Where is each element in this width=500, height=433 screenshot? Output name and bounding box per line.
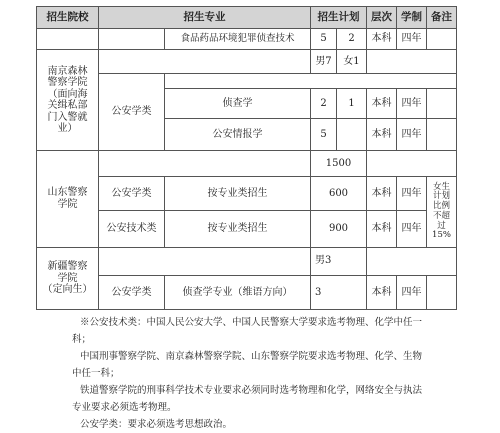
duration-cell: 四年 (397, 89, 427, 119)
plan-cell: 600 (311, 176, 367, 210)
male-plan-cell: 男7 (311, 50, 337, 74)
header-plan: 招生计划 (311, 7, 367, 29)
merged-blank-cell (99, 247, 311, 275)
merged-blank-cell (99, 151, 311, 177)
category-cell: 公安学类 (99, 275, 165, 309)
spacer-row (37, 74, 457, 89)
notes-section (72, 314, 470, 433)
note-line: 中任一科； (72, 368, 120, 379)
table-row (37, 275, 457, 309)
male-plan-cell: 男3 (311, 247, 367, 275)
category-cell: 公安学类 (99, 176, 165, 210)
plan-cell: 1 (337, 89, 367, 119)
category-cell-empty (99, 29, 165, 50)
note-line: 公安学类：要求必须选考思想政治。 (80, 419, 233, 430)
total-plan-cell: 1500 (311, 151, 367, 177)
category-cell: 公安学类 (99, 74, 165, 151)
remarks-cell (427, 119, 457, 151)
school-cell-shandong: 山东警察 学院 (37, 151, 99, 248)
level-cell: 本科 (367, 211, 397, 247)
major-cell: 按专业类招生 (165, 176, 311, 210)
table-row (37, 50, 457, 74)
plan-cell: 2 (311, 89, 337, 119)
note-line: 铁道警察学院的刑事科学技术专业要求必须同时选考物理和化学，网络安全与执法 (80, 385, 423, 396)
major-cell: 按专业类招生 (165, 211, 311, 247)
header-level: 层次 (367, 7, 397, 29)
plan-cell (337, 119, 367, 151)
duration-cell: 四年 (397, 211, 427, 247)
header-school: 招生院校 (37, 7, 99, 29)
major-cell: 侦查学 (165, 89, 311, 119)
duration-cell: 四年 (397, 176, 427, 210)
major-cell: 食品药品环境犯罪侦查技术 (165, 29, 311, 50)
table-row (37, 247, 457, 275)
note-line: 科； (72, 334, 92, 345)
female-plan-cell: 女1 (337, 50, 367, 74)
plan-cell: 2 (337, 29, 367, 50)
remarks-cell (427, 29, 457, 50)
level-cell: 本科 (367, 176, 397, 210)
school-cell-nanjing: 南京森林 警察学院 （面向海 关缉私部 门入警就 业） (37, 50, 99, 151)
note-line: ※公安技术类：中国人民公安大学、中国人民警察大学要求选考物理、化学中任一 (80, 317, 423, 328)
table-row (37, 151, 457, 177)
note-line: 专业要求必须选考物理。 (72, 402, 177, 413)
major-cell: 侦查学专业（维语方向） (165, 275, 311, 309)
female-ratio-note: 女生 计划 比例 不超 过 15% (427, 176, 457, 247)
school-cell-empty (37, 29, 99, 50)
duration-cell: 四年 (397, 29, 427, 50)
level-cell: 本科 (367, 119, 397, 151)
merged-blank-cell (367, 151, 457, 177)
remarks-cell (427, 89, 457, 119)
level-cell: 本科 (367, 275, 397, 309)
header-major: 招生专业 (99, 7, 311, 29)
table-row (37, 211, 457, 247)
plan-cell: 3 (311, 275, 367, 309)
admissions-table (36, 6, 457, 310)
plan-cell: 5 (311, 119, 337, 151)
header-duration: 学制 (397, 7, 427, 29)
merged-blank-cell (99, 50, 311, 74)
plan-cell: 900 (311, 211, 367, 247)
duration-cell: 四年 (397, 119, 427, 151)
table-header-row (37, 7, 457, 29)
school-cell-xinjiang: 新疆警察 学院 （定向生） (37, 247, 99, 309)
header-remarks: 备注 (427, 7, 457, 29)
table-row (37, 29, 457, 50)
category-cell: 公安技术类 (99, 211, 165, 247)
remarks-cell (427, 275, 457, 309)
level-cell: 本科 (367, 29, 397, 50)
note-line: 中国刑事警察学院、南京森林警察学院、山东警察学院要求选考物理、化学、生物 (80, 351, 423, 362)
duration-cell: 四年 (397, 275, 427, 309)
plan-cell: 5 (311, 29, 337, 50)
merged-blank-cell (367, 50, 457, 74)
level-cell: 本科 (367, 89, 397, 119)
table-row (37, 176, 457, 210)
merged-blank-cell (367, 247, 457, 275)
major-cell: 公安情报学 (165, 119, 311, 151)
